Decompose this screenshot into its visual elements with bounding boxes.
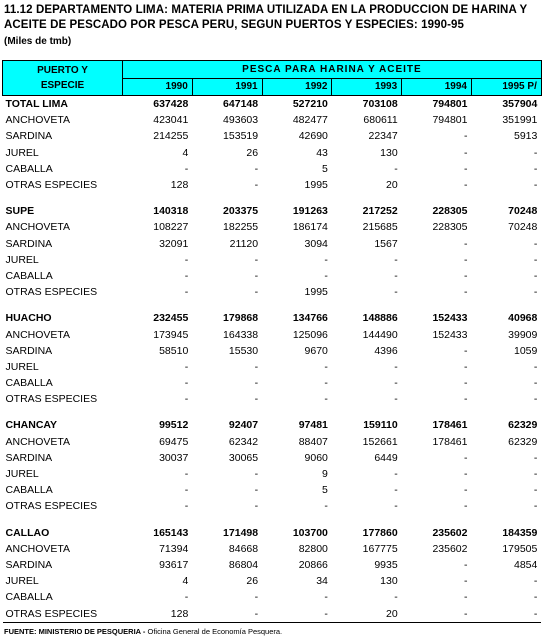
total-cell: 178461 xyxy=(432,419,468,432)
value-cell: 15530 xyxy=(228,344,259,357)
value-cell: - xyxy=(471,605,541,622)
value-cell: 186174 xyxy=(292,221,328,234)
species-label: OTRAS ESPECIES xyxy=(3,605,123,622)
total-cell: 165143 xyxy=(153,526,189,539)
species-label: ANCHOVETA xyxy=(5,435,71,448)
value-cell: 1059 xyxy=(514,344,538,357)
value-cell: 4 xyxy=(182,146,189,159)
value-cell: 130 xyxy=(380,575,398,588)
value-cell: - xyxy=(394,377,398,390)
value-cell: 215685 xyxy=(362,221,398,234)
value-cell: - xyxy=(254,591,259,604)
value-cell: 9060 xyxy=(304,451,328,464)
value-cell: - xyxy=(463,468,468,481)
value-cell: - xyxy=(463,591,468,604)
value-cell: - xyxy=(463,377,468,390)
total-cell: 70248 xyxy=(508,205,538,218)
value-cell: - xyxy=(402,605,472,622)
value-cell: - xyxy=(324,269,328,282)
value-cell: - xyxy=(254,253,259,266)
value-cell: - xyxy=(254,484,259,497)
total-cell: 647148 xyxy=(223,98,259,111)
value-cell: 22347 xyxy=(368,130,398,143)
value-cell: - xyxy=(394,269,398,282)
table-row xyxy=(3,557,542,573)
value-cell: - xyxy=(254,286,259,299)
total-cell: 184359 xyxy=(502,526,538,539)
data-table xyxy=(2,60,542,623)
value-cell: - xyxy=(394,393,398,406)
value-cell: - xyxy=(184,162,189,175)
value-cell: - xyxy=(254,377,259,390)
species-label: CABALLA xyxy=(5,591,53,604)
value-cell: - xyxy=(463,575,468,588)
value-cell: 128 xyxy=(170,179,189,192)
value-cell: - xyxy=(254,500,259,513)
value-cell: - xyxy=(463,393,468,406)
species-label: ANCHOVETA xyxy=(5,542,71,555)
value-cell: - xyxy=(254,269,259,282)
value-cell: - xyxy=(533,591,538,604)
value-cell: - xyxy=(254,179,259,192)
species-label: SARDINA xyxy=(5,130,53,143)
header-puerto-especie xyxy=(3,61,123,96)
value-cell: - xyxy=(533,253,538,266)
value-cell: 680611 xyxy=(363,114,398,127)
value-cell: - xyxy=(533,575,538,588)
value-cell: 164338 xyxy=(223,328,259,341)
total-cell: 97481 xyxy=(298,419,328,432)
value-cell: 20 xyxy=(332,605,402,622)
total-cell: 217252 xyxy=(362,205,398,218)
header-year: 1990 xyxy=(123,78,193,96)
total-cell: 99512 xyxy=(159,419,189,432)
value-cell: 32091 xyxy=(159,237,189,250)
table-row xyxy=(3,605,542,622)
units-label: (Miles de tmb) xyxy=(4,36,72,47)
value-cell: 228305 xyxy=(432,221,468,234)
total-cell: 152433 xyxy=(432,312,468,325)
value-cell: - xyxy=(254,468,259,481)
value-cell: - xyxy=(394,253,398,266)
total-cell: 171498 xyxy=(223,526,259,539)
table-row-total xyxy=(3,96,542,113)
value-cell: 1995 xyxy=(304,286,328,299)
value-cell: - xyxy=(184,468,189,481)
total-cell: 179868 xyxy=(223,312,259,325)
table-row xyxy=(3,589,542,605)
value-cell: 4396 xyxy=(374,344,398,357)
species-label: JUREL xyxy=(5,468,39,481)
species-label: ANCHOVETA xyxy=(5,328,71,341)
total-cell: 794801 xyxy=(432,98,468,111)
value-cell: - xyxy=(394,591,398,604)
table-row xyxy=(3,434,542,450)
species-label: SARDINA xyxy=(5,344,53,357)
table-row-total xyxy=(3,525,542,541)
port-name: HUACHO xyxy=(5,312,52,325)
total-cell: 637428 xyxy=(153,98,189,111)
table-row xyxy=(3,343,542,359)
group-spacer xyxy=(3,515,542,525)
port-name: SUPE xyxy=(5,205,35,218)
total-cell: 103700 xyxy=(292,526,328,539)
value-cell: - xyxy=(463,269,468,282)
species-label: SARDINA xyxy=(5,451,53,464)
value-cell: - xyxy=(463,344,468,357)
value-cell: 182255 xyxy=(223,221,259,234)
value-cell: - xyxy=(533,237,538,250)
species-label: OTRAS ESPECIES xyxy=(5,500,98,513)
value-cell: 179505 xyxy=(502,542,538,555)
value-cell: - xyxy=(184,500,189,513)
port-name: TOTAL LIMA xyxy=(5,98,68,111)
value-cell: - xyxy=(463,500,468,513)
table-row xyxy=(3,482,542,498)
header-group-pesca: PESCA PARA HARINA Y ACEITE xyxy=(123,61,542,79)
value-cell: 20866 xyxy=(298,558,328,571)
table-row xyxy=(3,359,542,375)
value-cell: - xyxy=(324,377,328,390)
table-row xyxy=(3,450,542,466)
value-cell: - xyxy=(394,500,398,513)
value-cell: - xyxy=(463,286,468,299)
total-cell: 92407 xyxy=(228,419,259,432)
species-label: JUREL xyxy=(5,360,39,373)
value-cell: - xyxy=(184,269,189,282)
table-row xyxy=(3,177,542,193)
total-cell: 177860 xyxy=(362,526,398,539)
value-cell: 5913 xyxy=(514,130,538,143)
header-year: 1995 P/ xyxy=(471,78,541,96)
species-label: JUREL xyxy=(5,146,39,159)
source-note xyxy=(4,627,282,636)
table-row xyxy=(3,284,542,300)
value-cell: 173945 xyxy=(153,328,189,341)
header-corner-line-2: ESPECIE xyxy=(40,80,85,91)
value-cell: - xyxy=(254,393,259,406)
value-cell: 482477 xyxy=(292,114,328,127)
value-cell: 39909 xyxy=(508,328,538,341)
total-cell: 191263 xyxy=(292,205,328,218)
species-label: JUREL xyxy=(5,253,39,266)
value-cell: - xyxy=(184,286,189,299)
value-cell: 153519 xyxy=(223,130,259,143)
table-header xyxy=(3,61,542,96)
value-cell: - xyxy=(394,360,398,373)
source-detail: Oficina General de Economía Pesquera. xyxy=(147,627,283,636)
title-line-1: 11.12 DEPARTAMENTO LIMA: MATERIA PRIMA UTILIZADA EN LA PRODUCCION DE HARINA Y xyxy=(4,4,528,16)
total-cell: 62329 xyxy=(508,419,538,432)
value-cell: - xyxy=(463,253,468,266)
value-cell: - xyxy=(394,162,398,175)
value-cell: 9670 xyxy=(304,344,328,357)
table-row xyxy=(3,219,542,235)
value-cell: 62329 xyxy=(508,435,538,448)
value-cell: 9 xyxy=(322,468,328,481)
value-cell: 30065 xyxy=(228,451,259,464)
value-cell: - xyxy=(254,360,259,373)
table-row xyxy=(3,326,542,342)
total-cell: 40968 xyxy=(508,312,538,325)
value-cell: - xyxy=(533,451,538,464)
group-spacer xyxy=(3,407,542,417)
value-cell: 82800 xyxy=(298,542,328,555)
value-cell: - xyxy=(184,377,189,390)
value-cell: - xyxy=(184,253,189,266)
value-cell: 62342 xyxy=(228,435,259,448)
header-year: 1993 xyxy=(332,78,402,96)
table-row xyxy=(3,128,542,144)
value-cell: 214255 xyxy=(153,130,189,143)
value-cell: 88407 xyxy=(298,435,328,448)
value-cell: - xyxy=(533,500,538,513)
table-row xyxy=(3,112,542,128)
value-cell: - xyxy=(394,484,398,497)
group-spacer xyxy=(3,300,542,310)
species-label: OTRAS ESPECIES xyxy=(5,179,98,192)
value-cell: 26 xyxy=(246,146,259,159)
value-cell: - xyxy=(324,591,328,604)
value-cell: - xyxy=(533,360,538,373)
table-row xyxy=(3,573,542,589)
value-cell: 351991 xyxy=(502,114,538,127)
value-cell: 34 xyxy=(316,575,328,588)
total-cell: 148886 xyxy=(362,312,398,325)
value-cell: - xyxy=(262,605,332,622)
value-cell: - xyxy=(254,162,259,175)
value-cell: - xyxy=(463,179,468,192)
value-cell: - xyxy=(463,360,468,373)
species-label: SARDINA xyxy=(5,237,53,250)
table-row-total xyxy=(3,203,542,219)
table-row xyxy=(3,252,542,268)
title-line-2: ACEITE DE PESCADO POR PESCA PERU, SEGUN PUERTOS Y ESPECIES: 1990-95 xyxy=(4,19,465,31)
value-cell: 4 xyxy=(182,575,189,588)
value-cell: 493603 xyxy=(223,114,259,127)
value-cell: 125096 xyxy=(292,328,328,341)
value-cell: 43 xyxy=(316,146,328,159)
total-cell: 228305 xyxy=(432,205,468,218)
value-cell: - xyxy=(394,468,398,481)
total-cell: 134766 xyxy=(292,312,328,325)
value-cell: - xyxy=(533,393,538,406)
value-cell: - xyxy=(324,393,328,406)
value-cell: 93617 xyxy=(159,558,189,571)
value-cell: 178461 xyxy=(432,435,468,448)
value-cell: 5 xyxy=(322,484,328,497)
value-cell: - xyxy=(463,451,468,464)
value-cell: 235602 xyxy=(432,542,468,555)
source-label: FUENTE: MINISTERIO DE PESQUERIA - xyxy=(4,627,148,636)
species-label: JUREL xyxy=(5,575,39,588)
table-row xyxy=(3,466,542,482)
value-cell: 1567 xyxy=(374,237,398,250)
value-cell: 167775 xyxy=(362,542,398,555)
value-cell: 21120 xyxy=(229,237,259,250)
table-row xyxy=(3,498,542,514)
value-cell: - xyxy=(463,484,468,497)
table-row-total xyxy=(3,310,542,326)
value-cell: - xyxy=(184,360,189,373)
value-cell: 26 xyxy=(246,575,259,588)
value-cell: 423041 xyxy=(153,114,189,127)
table-row xyxy=(3,145,542,161)
value-cell: - xyxy=(184,484,189,497)
table-row xyxy=(3,236,542,252)
total-cell: 527210 xyxy=(292,98,328,111)
species-label: CABALLA xyxy=(5,269,53,282)
species-label: OTRAS ESPECIES xyxy=(5,393,98,406)
total-cell: 357904 xyxy=(502,98,538,111)
value-cell: - xyxy=(463,162,468,175)
value-cell: 9935 xyxy=(374,558,398,571)
page-title xyxy=(4,3,540,33)
group-spacer xyxy=(3,193,542,203)
species-label: SARDINA xyxy=(5,558,53,571)
table-row xyxy=(3,391,542,407)
value-cell: 42690 xyxy=(298,130,328,143)
value-cell: 6449 xyxy=(374,451,398,464)
total-cell: 140318 xyxy=(153,205,189,218)
table-row xyxy=(3,375,542,391)
value-cell: - xyxy=(394,286,398,299)
value-cell: - xyxy=(533,484,538,497)
value-cell: 144490 xyxy=(362,328,398,341)
value-cell: - xyxy=(184,393,189,406)
port-name: CHANCAY xyxy=(5,419,58,432)
value-cell: 69475 xyxy=(159,435,189,448)
port-name: CALLAO xyxy=(5,526,50,539)
species-label: CABALLA xyxy=(5,484,53,497)
value-cell: - xyxy=(192,605,262,622)
value-cell: - xyxy=(463,237,468,250)
value-cell: 130 xyxy=(380,146,398,159)
value-cell: - xyxy=(533,162,538,175)
value-cell: 108227 xyxy=(153,221,189,234)
value-cell: - xyxy=(324,253,328,266)
species-label: ANCHOVETA xyxy=(5,114,71,127)
value-cell: 152433 xyxy=(432,328,468,341)
header-corner-line-1: PUERTO Y xyxy=(37,65,88,76)
value-cell: - xyxy=(184,591,189,604)
value-cell: - xyxy=(533,179,538,192)
value-cell: 20 xyxy=(386,179,398,192)
value-cell: - xyxy=(533,286,538,299)
value-cell: 71394 xyxy=(159,542,189,555)
total-cell: 159110 xyxy=(363,419,398,432)
value-cell: 794801 xyxy=(432,114,468,127)
table-row xyxy=(3,268,542,284)
value-cell: 58510 xyxy=(159,344,189,357)
table-row xyxy=(3,541,542,557)
value-cell: 3094 xyxy=(304,237,328,250)
value-cell: - xyxy=(533,146,538,159)
header-year: 1992 xyxy=(262,78,332,96)
value-cell: - xyxy=(324,360,328,373)
value-cell: - xyxy=(463,130,468,143)
total-cell: 203375 xyxy=(223,205,259,218)
value-cell: 4854 xyxy=(514,558,538,571)
value-cell: 70248 xyxy=(508,221,538,234)
value-cell: - xyxy=(463,558,468,571)
header-year: 1994 xyxy=(402,78,472,96)
species-label: ANCHOVETA xyxy=(5,221,71,234)
table-body xyxy=(3,96,542,623)
total-cell: 232455 xyxy=(153,312,189,325)
value-cell: 1995 xyxy=(304,179,328,192)
value-cell: 152661 xyxy=(362,435,398,448)
value-cell: - xyxy=(463,146,468,159)
table-row xyxy=(3,161,542,177)
value-cell: 128 xyxy=(123,605,193,622)
total-cell: 703108 xyxy=(362,98,398,111)
value-cell: 30037 xyxy=(159,451,189,464)
value-cell: 5 xyxy=(322,162,328,175)
value-cell: - xyxy=(533,269,538,282)
value-cell: 86804 xyxy=(228,558,259,571)
header-year: 1991 xyxy=(192,78,262,96)
species-label: CABALLA xyxy=(5,162,53,175)
value-cell: - xyxy=(324,500,328,513)
value-cell: - xyxy=(533,468,538,481)
total-cell: 235602 xyxy=(432,526,468,539)
value-cell: - xyxy=(533,377,538,390)
value-cell: 84668 xyxy=(228,542,259,555)
table-row-total xyxy=(3,417,542,433)
species-label: OTRAS ESPECIES xyxy=(5,286,98,299)
species-label: CABALLA xyxy=(5,377,53,390)
